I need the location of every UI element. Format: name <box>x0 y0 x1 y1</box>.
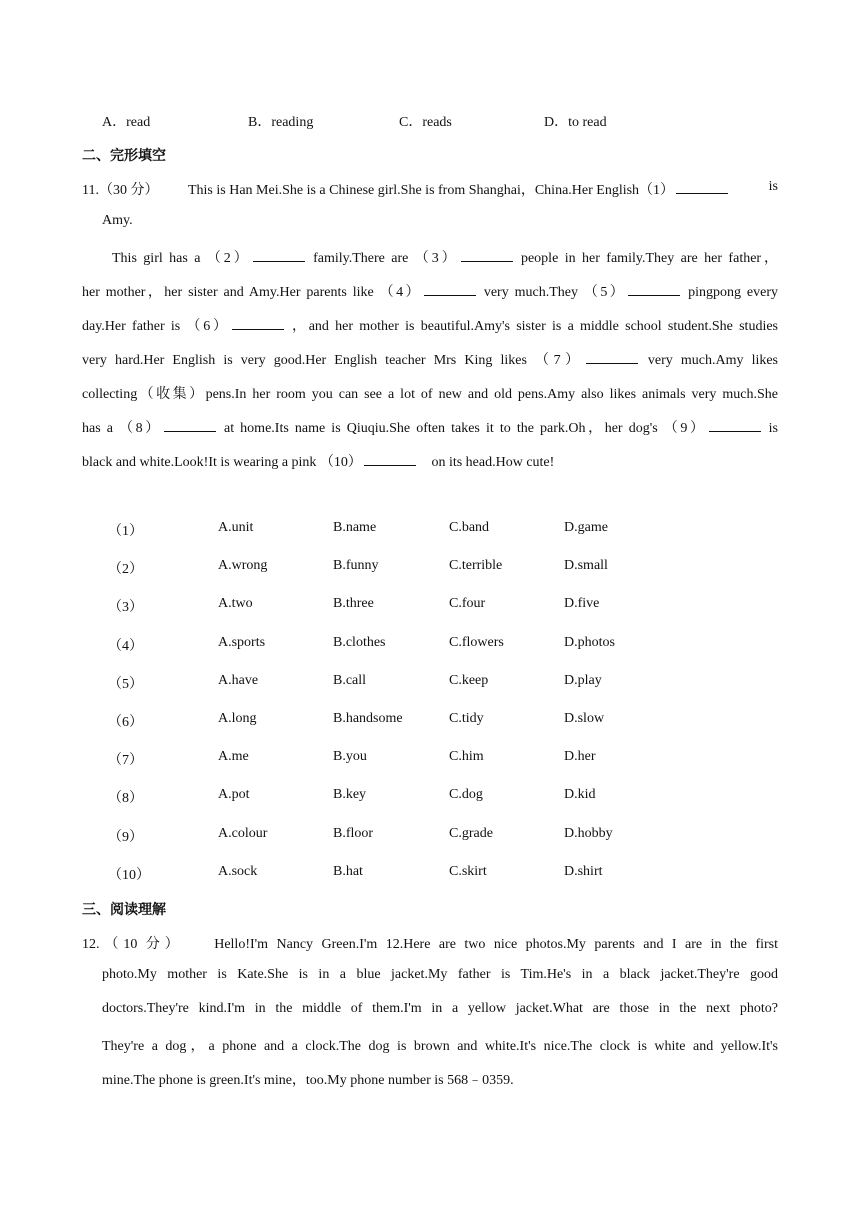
option-number: （6） <box>108 715 143 730</box>
blank-5 <box>628 282 680 296</box>
option-d: D.slow <box>564 711 605 726</box>
option-d: D.photos <box>564 634 615 650</box>
option-d: D.kid <box>564 787 596 803</box>
option-c: C.four <box>449 596 486 612</box>
blank-3 <box>461 248 513 262</box>
question-12-line-1: 12.（10 分） Hello!I'm Nancy Green.I'm 12.Here are two nice photos.My parents and I are in the first <box>82 937 779 952</box>
option-d: D.her <box>564 749 596 765</box>
option-c: C.terrible <box>449 558 503 574</box>
question-11-line-2: Amy. <box>102 213 133 228</box>
question-12-line-5: mine.The phone is green.It's mine，too.My phone number is 568﹣0359. <box>102 1073 514 1088</box>
option-number: （2） <box>108 562 143 578</box>
option-c: C.tidy <box>449 711 484 726</box>
option-b: B.three <box>333 596 374 612</box>
question-12-line-4: They're a dog，a phone and a clock.The dog is brown and white.It's nice.The clock is white and yellow.It's <box>102 1039 778 1054</box>
option-c: C.band <box>449 520 490 535</box>
option-row <box>0 673 860 693</box>
blank-6 <box>232 316 284 330</box>
option-c: C.skirt <box>449 863 487 879</box>
option-c: C.keep <box>449 672 489 688</box>
option-c: C．reads <box>399 115 452 130</box>
option-row <box>0 711 860 731</box>
section-title-cloze: 二、完形填空 <box>82 148 166 164</box>
option-number: （8） <box>108 791 143 807</box>
option-b: B.clothes <box>333 634 386 650</box>
option-a: A.colour <box>218 825 268 841</box>
option-d: D.game <box>564 520 608 535</box>
option-d: D．to read <box>544 115 607 130</box>
option-number: （9） <box>108 829 143 845</box>
option-c: C.dog <box>449 787 483 803</box>
option-b: B.key <box>333 787 367 803</box>
option-number: （5） <box>108 676 143 692</box>
section-title-reading: 三、阅读理解 <box>82 902 166 918</box>
question-number: 11.（30 分） <box>82 183 159 198</box>
option-b: B.hat <box>333 863 363 879</box>
option-b: B.you <box>333 749 367 765</box>
blank-8 <box>164 418 216 432</box>
blank-2 <box>253 248 305 262</box>
question-12-line-2: photo.My mother is Kate.She is in a blue jacket.My father is Tim.He's in a black jacket.They're good <box>102 967 778 982</box>
option-number: （10） <box>108 867 150 883</box>
blank-4 <box>424 282 476 296</box>
option-row <box>0 787 860 807</box>
passage-line-3: This girl has a （2） family.There are （3） people in her family.They are her father， <box>112 247 778 267</box>
passage-line-7: collecting（收集）pens.In her room you can see a lot of new and old pens.Amy also likes animals very much.She <box>82 387 778 402</box>
question-12-line-3: doctors.They're kind.I'm in the middle of them.I'm in a yellow jacket.What are those in the next photo? <box>102 1001 778 1016</box>
option-row <box>0 826 860 846</box>
option-number: （4） <box>108 638 143 654</box>
passage-line-8: has a （8） at home.Its name is Qiuqiu.She often takes it to the park.Oh，her dog's （9） is <box>82 417 778 437</box>
blank-1 <box>676 180 728 194</box>
option-a: A.wrong <box>218 558 268 574</box>
option-row <box>0 558 860 578</box>
option-row <box>0 749 860 769</box>
option-d: D.hobby <box>564 825 613 841</box>
option-number: （1） <box>108 524 143 539</box>
option-a: A.long <box>218 711 257 726</box>
option-d: D.play <box>564 672 602 688</box>
option-c: C.grade <box>449 825 493 841</box>
option-a: A.pot <box>218 787 250 803</box>
option-number: （3） <box>108 600 143 616</box>
option-b: B.name <box>333 520 377 535</box>
option-b: B.floor <box>333 825 374 841</box>
option-d: D.shirt <box>564 863 603 879</box>
option-row <box>0 520 860 540</box>
blank-10 <box>364 452 416 466</box>
option-a: A.me <box>218 749 249 765</box>
option-number: （7） <box>108 753 143 769</box>
option-a: A.sock <box>218 863 258 879</box>
option-d: D.five <box>564 596 600 612</box>
option-d: D.small <box>564 558 608 574</box>
passage-line-5: day.Her father is （6） ，and her mother is beautiful.Amy's sister is a middle school student.She studies <box>82 315 778 335</box>
option-a: A.two <box>218 596 253 612</box>
question-number: 12.（10 分） <box>82 937 184 952</box>
option-b: B.handsome <box>333 711 403 726</box>
option-a: A．read <box>102 115 151 130</box>
option-c: C.him <box>449 749 484 765</box>
blank-7 <box>586 350 638 364</box>
option-a: A.unit <box>218 520 254 535</box>
option-row <box>0 635 860 655</box>
passage-line-9: black and white.Look!It is wearing a pink （10） on its head.How cute! <box>82 451 554 471</box>
option-row <box>0 864 860 884</box>
passage-line-4: her mother，her sister and Amy.Her parents like （4） very much.They （5） pingpong every <box>82 281 778 301</box>
option-a: A.sports <box>218 634 266 650</box>
option-b: B.call <box>333 672 367 688</box>
option-b: B.funny <box>333 558 379 574</box>
blank-9 <box>709 418 761 432</box>
question-11-line-1: 11.（30 分） This is Han Mei.She is a Chinese girl.She is from Shanghai，China.Her English（1） is <box>82 179 778 198</box>
option-b: B．reading <box>248 115 314 130</box>
previous-question-options <box>0 111 860 131</box>
option-c: C.flowers <box>449 634 504 650</box>
option-a: A.have <box>218 672 259 688</box>
option-row <box>0 596 860 616</box>
passage-line-6: very hard.Her English is very good.Her English teacher Mrs King likes （7） very much.Amy likes <box>82 349 778 369</box>
